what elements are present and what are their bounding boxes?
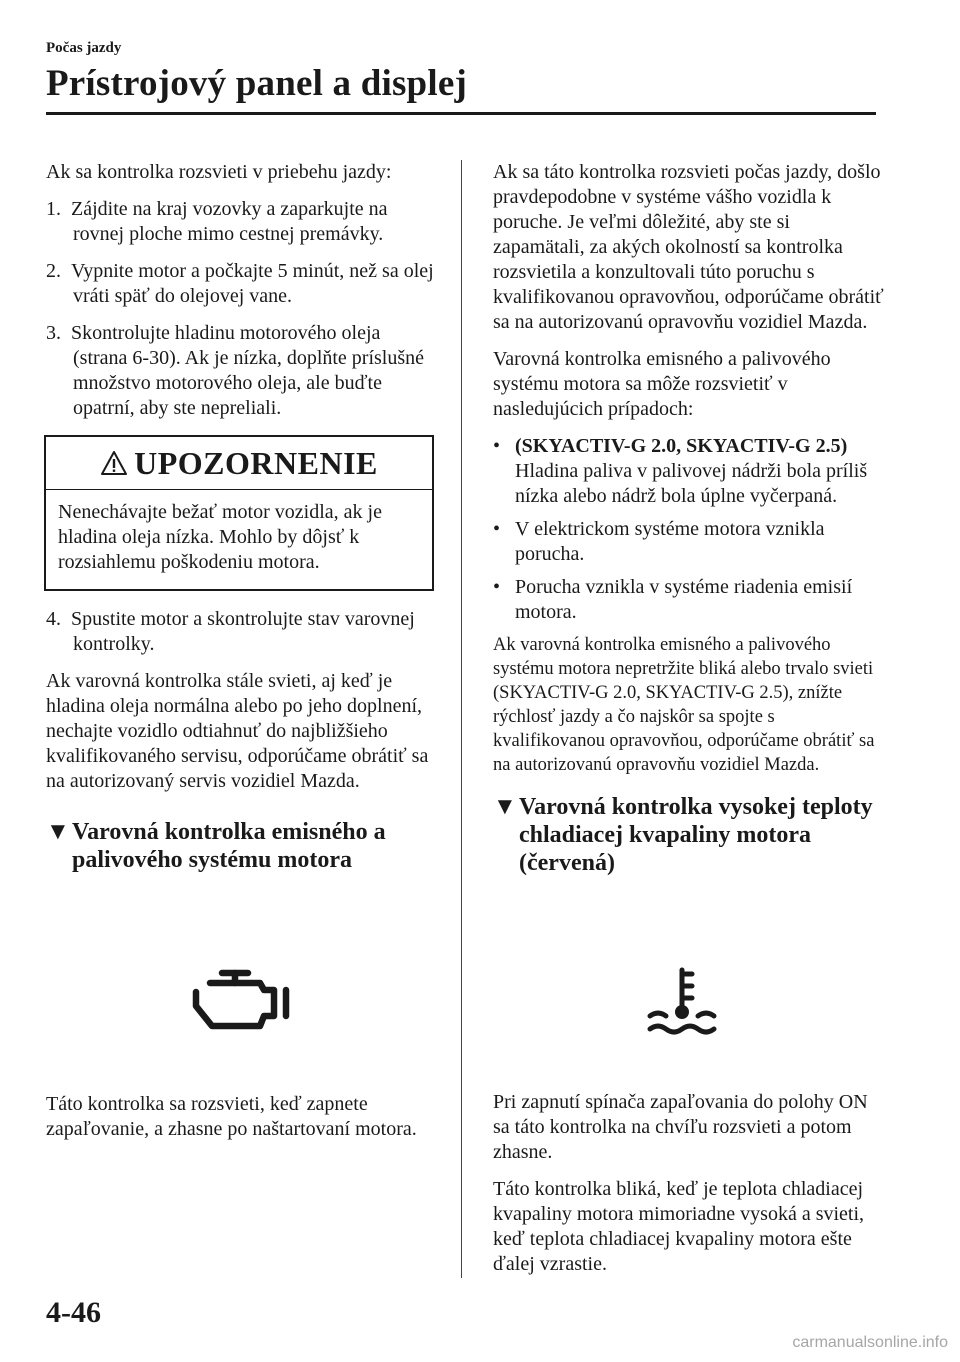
intro-text: Ak sa kontrolka rozsvieti v priebehu jazdy: [46,161,392,183]
coolant-description [493,1090,885,1289]
bullet-fuel-text: Hladina paliva v palivovej nádrži bola príliš nízka alebo nádrž bola úplne vyčerpaná. [515,460,868,507]
bullet-icon: • [493,435,501,457]
caution-title: UPOZORNENIE [134,444,378,481]
caution-box [44,435,434,591]
title-rule [46,112,876,115]
right-column [493,160,885,877]
column-divider [461,160,462,1278]
engine-icon-description [46,1092,438,1154]
bullet-electric-text: V elektrickom systéme motora vznikla porucha. [515,518,825,565]
coolant-warning-heading [493,793,885,877]
engine-light-text: Táto kontrolka sa rozsvieti, keď zapnete zapaľovanie, a zhasne po naštartovaní motora. [46,1093,417,1140]
blinking-paragraph: Ak varovná kontrolka emisného a palivového systému motora nepretržite bliká alebo trvalo svieti (SKYACTIV-G 2.0, SKYACTIV-G 2.5), znížte rýchlosť jazdy a čo najskôr sa spojte s kvalifikovanou opravovňou, odporúčame obrátiť sa na autorizovanú opravovňu vozidiel Mazda. [493,635,875,775]
cases-intro: Varovná kontrolka emisného a palivového systému motora sa môže rozsvietiť v nasledujúcich prípadoch: [493,348,831,420]
bullet-icon: • [493,576,501,598]
caution-text: Nenechávajte bežať motor vozidla, ak je hladina oleja nízka. Mohlo by dôjsť k rozsiahlemu poškodeniu motora. [58,501,382,573]
bullet-icon: • [493,518,501,540]
emission-warning-heading [46,818,438,874]
heading-triangle-icon: ▼ [493,794,517,820]
bullet-item-fuel [493,434,885,509]
bullet-item-electric [493,517,885,567]
oil-warning-paragraph: Ak varovná kontrolka stále svieti, aj keď je hladina oleja normálna alebo po jeho doplnení, nechajte vozidlo odtiahnuť do najbližšieho kvalifikovaného servisu, odporúčame obrátiť sa na autorizovaný servis vozidiel Mazda. [46,670,429,792]
bullet-emission-text: Porucha vznikla v systéme riadenia emisií motora. [515,576,853,623]
watermark: carmanualsonline.info [792,1334,948,1351]
bullet-item-emission [493,575,885,625]
caution-header [46,437,432,490]
step-3: 3. Skontrolujte hladinu motorového oleja (strana 6-30). Ak je nízka, doplňte príslušné množstvo motorového oleja, ale buďte opatrní, aby ste nepreliali. [46,322,425,419]
coolant-on-text: Pri zapnutí spínača zapaľovania do polohy ON sa táto kontrolka na chvíľu rozsvieti a potom zhasne. [493,1091,868,1163]
emission-heading-text: Varovná kontrolka emisného a palivového systému motora [72,819,386,873]
bullet-fuel-engine: (SKYACTIV-G 2.0, SKYACTIV-G 2.5) [515,435,848,457]
engine-check-icon [192,968,292,1043]
coolant-heading-text: Varovná kontrolka vysokej teploty chladiacej kvapaliny motora (červená) [519,794,873,876]
step-2: 2. Vypnite motor a počkajte 5 minút, než sa olej vráti späť do olejovej vane. [46,260,434,307]
step-1: 1. Zájdite na kraj vozovky a zaparkujte na rovnej ploche mimo cestnej premávky. [46,198,388,245]
fault-paragraph: Ak sa táto kontrolka rozsvieti počas jazdy, došlo pravdepodobne v systéme vášho vozidla k poruche. Je veľmi dôležité, aby ste si zapamätali, za akých okolností sa kontrolka rozsvietila a konzultovali túto poruchu s kvalifikovanou opravovňou, odporúčame obrátiť sa na autorizovanú opravovňu vozidiel Mazda. [493,161,884,333]
warning-triangle-icon [100,450,128,476]
left-column [46,160,438,874]
page-number: 4-46 [46,1296,101,1329]
heading-triangle-icon: ▼ [46,819,70,845]
coolant-blink-text: Táto kontrolka bliká, keď je teplota chladiacej kvapaliny motora mimoriadne vysoká a svieti, keď teplota chladiacej kvapaliny motora ešte ďalej vzrastie. [493,1178,865,1275]
coolant-temperature-icon [644,966,720,1041]
section-label: Počas jazdy [46,40,122,56]
step-4: 4. Spustite motor a skontrolujte stav varovnej kontrolky. [46,608,415,655]
page-title: Prístrojový panel a displej [46,63,467,104]
